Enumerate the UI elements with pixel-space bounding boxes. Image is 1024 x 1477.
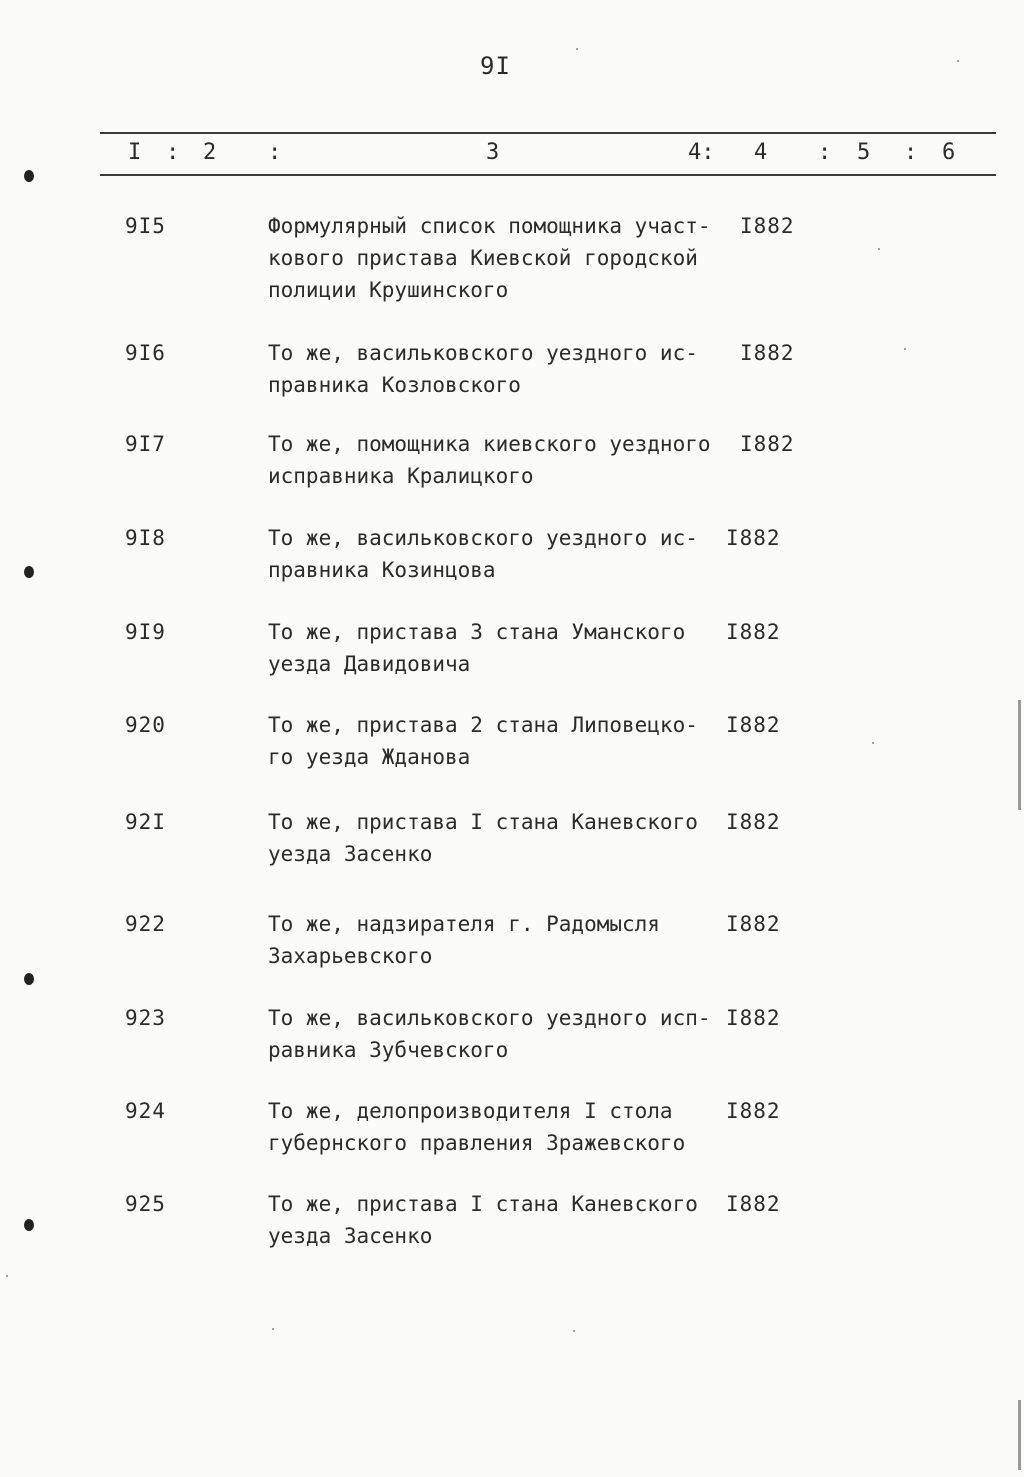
binder-hole <box>24 170 34 182</box>
entry-title <box>268 1002 728 1066</box>
entry-year: I882 <box>740 432 795 456</box>
scan-speck <box>576 48 578 50</box>
entry-year: I882 <box>726 1006 781 1030</box>
entry-title <box>268 806 728 870</box>
header-col-2: 2 <box>203 140 217 165</box>
entry-title-line: То же, васильковского уездного ис- <box>268 341 698 365</box>
entry-title-line: уезда Засенко <box>268 1224 433 1248</box>
binder-hole <box>24 973 34 985</box>
entry-year: I882 <box>740 341 795 365</box>
binder-hole <box>24 566 34 578</box>
entry-year: I882 <box>726 620 781 644</box>
entry-title-line: го уезда Жданова <box>268 745 471 769</box>
entry-title <box>268 709 728 773</box>
page-number: 9I <box>480 52 511 80</box>
header-col-4a: 4: <box>688 140 715 165</box>
scan-speck <box>272 1328 274 1330</box>
entry-title-line: равника Зубчевского <box>268 1038 509 1062</box>
entry-title-line: правника Козинцова <box>268 558 496 582</box>
scan-speck <box>6 1275 8 1277</box>
entry-title-line: То же, пристава I стана Каневского <box>268 1192 698 1216</box>
entry-year: I882 <box>726 810 781 834</box>
entry-number: 9I6 <box>125 341 166 365</box>
header-col-3: 3 <box>486 140 500 165</box>
entry-title-line: полиции Крушинского <box>268 278 509 302</box>
entry-number: 9I7 <box>125 432 166 456</box>
entry-title <box>268 210 728 306</box>
entry-title-line: уезда Давидовича <box>268 652 471 676</box>
table-rule-bottom <box>100 174 996 176</box>
entry-number: 920 <box>125 713 166 737</box>
header-separator-4: : <box>904 140 918 165</box>
entry-title-line: То же, васильковского уездного исп- <box>268 1006 711 1030</box>
entry-title <box>268 337 728 401</box>
table-rule-top <box>100 132 996 134</box>
entry-year: I882 <box>740 214 795 238</box>
entry-number: 9I5 <box>125 214 166 238</box>
entry-number: 9I9 <box>125 620 166 644</box>
entry-title-line: Захарьевского <box>268 944 433 968</box>
entry-title-line: То же, пристава 2 стана Липовецко- <box>268 713 698 737</box>
header-col-6: 6 <box>942 140 956 165</box>
entry-title-line: То же, васильковского уездного ис- <box>268 526 698 550</box>
scan-speck <box>573 1330 575 1332</box>
header-separator-2: : <box>268 140 282 165</box>
entry-title-line: исправника Кралицкого <box>268 464 534 488</box>
table-header-row <box>0 140 1024 168</box>
header-separator-3: : <box>818 140 832 165</box>
entry-year: I882 <box>726 912 781 936</box>
header-separator-1: : <box>166 140 180 165</box>
entry-title-line: То же, надзирателя г. Радомысля <box>268 912 660 936</box>
entry-year: I882 <box>726 1099 781 1123</box>
entry-title-line: То же, пристава I стана Каневского <box>268 810 698 834</box>
scan-speck <box>904 348 906 350</box>
entry-title-line: То же, пристава 3 стана Уманского <box>268 620 686 644</box>
entry-title <box>268 1095 728 1159</box>
entry-title <box>268 616 728 680</box>
entry-title-line: Формулярный список помощника участ- <box>268 214 711 238</box>
entry-title <box>268 908 728 972</box>
entry-title-line: То же, помощника киевского уездного <box>268 432 711 456</box>
entry-title <box>268 522 728 586</box>
scan-speck <box>872 742 874 744</box>
entry-number: 925 <box>125 1192 166 1216</box>
entry-title <box>268 1188 728 1252</box>
entry-year: I882 <box>726 713 781 737</box>
binder-hole <box>24 1219 34 1231</box>
entry-title-line: правника Козловского <box>268 373 521 397</box>
entry-number: 9I8 <box>125 526 166 550</box>
entry-title-line: То же, делопроизводителя I стола <box>268 1099 673 1123</box>
entry-year: I882 <box>726 526 781 550</box>
entry-title-line: губернского правления Зражевского <box>268 1131 686 1155</box>
header-col-5: 5 <box>857 140 871 165</box>
scan-speck <box>878 248 880 250</box>
entry-number: 924 <box>125 1099 166 1123</box>
entry-number: 923 <box>125 1006 166 1030</box>
entry-number: 92I <box>125 810 166 834</box>
entry-title <box>268 428 728 492</box>
scan-speck <box>957 60 959 62</box>
scan-edge-mark <box>1018 700 1021 810</box>
entry-number: 922 <box>125 912 166 936</box>
entry-title-line: уезда Засенко <box>268 842 433 866</box>
header-col-1: I <box>128 140 142 165</box>
entry-year: I882 <box>726 1192 781 1216</box>
scan-edge-mark <box>1018 1400 1021 1470</box>
entry-title-line: кового пристава Киевской городской <box>268 246 698 270</box>
header-col-4b: 4 <box>754 140 768 165</box>
